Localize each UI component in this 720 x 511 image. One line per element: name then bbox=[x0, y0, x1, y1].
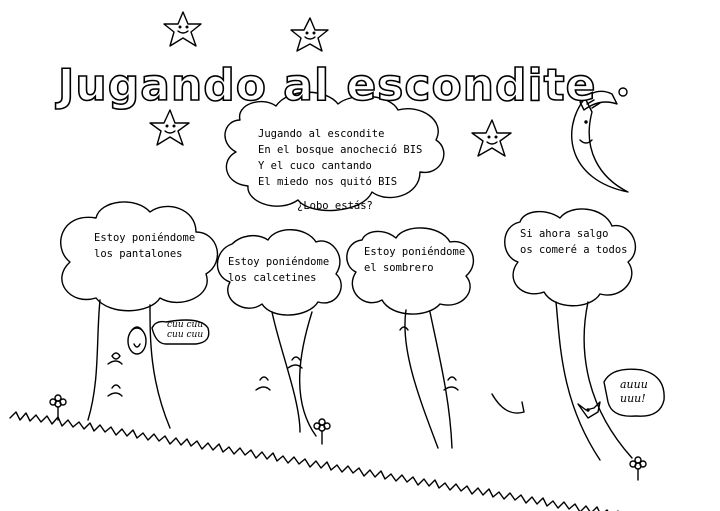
song-line: Jugando al escondite bbox=[258, 128, 385, 140]
flower-icon bbox=[630, 457, 646, 480]
wolf-speech bbox=[620, 378, 648, 406]
song-line: El miedo nos quitó BIS bbox=[258, 176, 398, 188]
cuckoo-speech bbox=[167, 320, 203, 340]
tree-1-speech bbox=[94, 230, 195, 262]
speech-line: Estoy poniéndome bbox=[228, 256, 330, 268]
speech-line: los pantalones bbox=[94, 248, 183, 260]
speech-line: auuu bbox=[620, 378, 648, 391]
speech-line: el sombrero bbox=[364, 262, 434, 274]
song-verse bbox=[258, 126, 422, 190]
song-line: Y el cuco cantando bbox=[258, 160, 372, 172]
star-icon bbox=[150, 110, 189, 145]
speech-line: uuu! bbox=[620, 392, 646, 405]
speech-line: Estoy poniéndome bbox=[94, 232, 196, 244]
flower-icon bbox=[50, 395, 66, 420]
grass bbox=[10, 412, 634, 511]
star-icon bbox=[291, 18, 328, 51]
star-icon bbox=[164, 12, 201, 46]
speech-line: os comeré a todos bbox=[520, 244, 628, 256]
speech-line: Estoy poniéndome bbox=[364, 246, 466, 258]
speech-line: los calcetines bbox=[228, 272, 317, 284]
speech-line: Si ahora salgo bbox=[520, 228, 609, 240]
tree-3-speech bbox=[364, 244, 465, 276]
song-line: En el bosque anocheció BIS bbox=[258, 144, 423, 156]
song-question: ¿Lobo estás? bbox=[297, 200, 373, 212]
flower-icon bbox=[314, 419, 330, 444]
tree-4-speech bbox=[520, 226, 627, 258]
page-title: Jugando al escondite bbox=[58, 60, 597, 111]
speech-line: cuu cuu bbox=[167, 330, 204, 340]
tree-2-speech bbox=[228, 254, 329, 286]
speech-line: cuu cuu bbox=[167, 320, 204, 330]
star-icon bbox=[472, 120, 511, 156]
